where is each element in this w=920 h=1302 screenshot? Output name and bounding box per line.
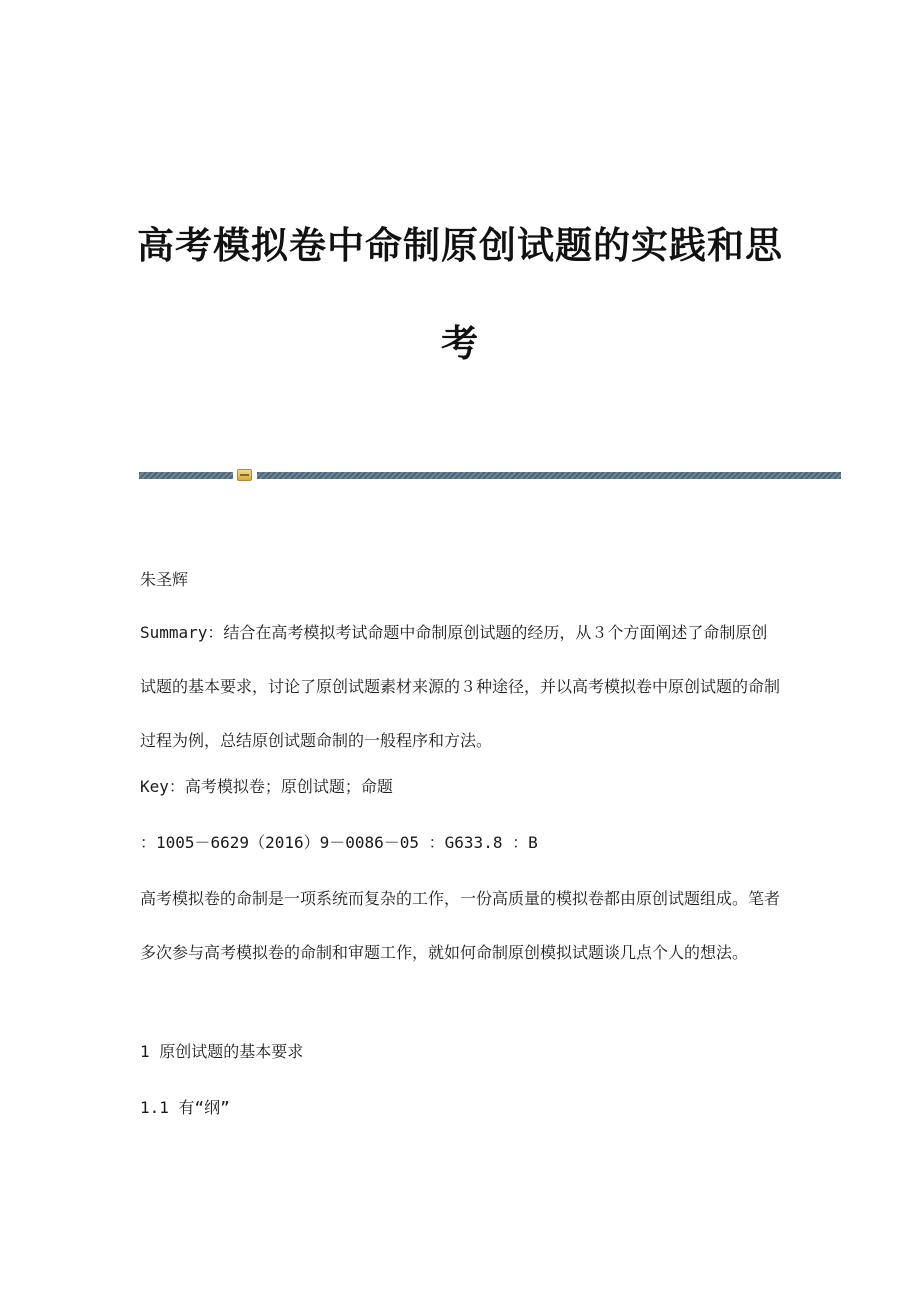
divider-ornament-icon bbox=[237, 469, 252, 481]
document-title-line-1: 高考模拟卷中命制原创试题的实践和思 bbox=[137, 223, 783, 267]
section-heading-1: 1 原创试题的基本要求 bbox=[140, 1042, 304, 1061]
summary-paragraph: Summary：结合在高考模拟考试命题中命制原创试题的经历，从３个方面阐述了命制原创试题的基本要求，讨论了原创试题素材来源的３种途径，并以高考模拟卷中原创试题的命制过程为例，总结原创试题命制的一般程序和方法。 bbox=[140, 623, 781, 750]
classification-line: ：1005－6629（2016）9－0086－05 ：G633.8 ：B bbox=[140, 833, 538, 852]
title-divider bbox=[139, 469, 841, 481]
author-name: 朱圣辉 bbox=[140, 570, 189, 589]
divider-bar-right bbox=[257, 472, 841, 479]
intro-paragraph: 高考模拟卷的命制是一项系统而复杂的工作，一份高质量的模拟卷都由原创试题组成。笔者多次参与高考模拟卷的命制和审题工作，就如何命制原创模拟试题谈几点个人的想法。 bbox=[140, 889, 781, 962]
keywords-line: Key：高考模拟卷；原创试题；命题 bbox=[140, 777, 393, 796]
document-title-line-2: 考 bbox=[441, 321, 479, 365]
section-heading-1-1: 1.1 有“纲” bbox=[140, 1098, 230, 1117]
divider-bar-left bbox=[139, 472, 233, 479]
